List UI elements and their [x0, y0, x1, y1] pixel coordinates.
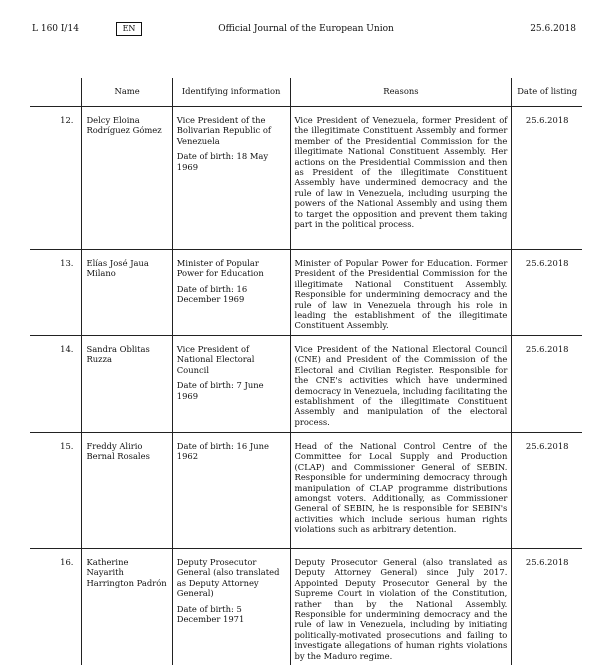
entry-identifying-information — [172, 549, 290, 666]
column-header-name: Name — [82, 78, 172, 107]
entry-identifying-information — [172, 250, 290, 336]
entry-date-of-listing: 25.6.2018 — [512, 336, 582, 433]
entry-date-of-listing: 25.6.2018 — [512, 549, 582, 666]
table-row — [30, 433, 582, 549]
table-row — [30, 250, 582, 336]
identifying-line: Deputy Prosecutor General (also translated as Deputy Attorney General) — [176, 557, 280, 599]
entry-reason: Vice President of Venezuela, former President of the illegitimate Constituent Assembly and former member of the Presidential Commission for the illegitimate National Constituent Assembly. Her actions on the Presidential Commission and then as President of the illegitimate Constituent Assembly have undermined democracy and the rule of law in Venezuela, including usurping the powers of the National Assembly and using them to target the opposition and prevent them taking part in the political process. — [290, 107, 512, 250]
entry-name: Freddy Alirio Bernal Rosales — [82, 433, 172, 549]
identifying-line: Date of birth: 7 June 1969 — [176, 380, 264, 401]
column-header-identifying-information: Identifying information — [172, 78, 290, 107]
entry-identifying-information — [172, 336, 290, 433]
journal-reference: L 160 I/14 — [32, 24, 79, 34]
identifying-line: Minister of Popular Power for Education — [176, 258, 264, 279]
entry-name: Katherine Nayarith Harrington Padrón — [82, 549, 172, 666]
entry-identifying-information — [172, 107, 290, 250]
table-row — [30, 336, 582, 433]
entry-name: Delcy Eloina Rodríguez Gómez — [82, 107, 172, 250]
entry-reason: Minister of Popular Power for Education. Former President of the Presidential Commission for the illegitimate National Constituent Assembly. Responsible for undermining democracy and the rule of law in Venezuela through his role in leading the establishment of the illegitimate Constituent Assembly. — [290, 250, 512, 336]
identifying-line: Date of birth: 16 June 1962 — [176, 441, 269, 462]
table-row — [30, 549, 582, 666]
entry-number: 15. — [30, 433, 82, 549]
page-header — [0, 0, 612, 40]
entry-reason: Vice President of the National Electoral Council (CNE) and President of the Commission of the Electoral and Civilian Register. Responsible for the CNE's activities which have undermined democracy in Venezuela, including facilitating the establishment of the illegitimate Constituent Assembly and manipulation of the electoral process. — [290, 336, 512, 433]
entry-name: Elías José Jaua Milano — [82, 250, 172, 336]
entry-number: 16. — [60, 557, 74, 567]
identifying-line: Date of birth: 16 December 1969 — [176, 283, 248, 305]
column-header-date-of-listing: Date of listing — [512, 78, 582, 107]
identifying-line: Date of birth: 5 December 1971 — [176, 603, 245, 625]
entry-number: 13. — [30, 250, 82, 336]
column-header-reasons: Reasons — [290, 78, 512, 107]
journal-date: 25.6.2018 — [530, 24, 576, 34]
entry-date-of-listing: 25.6.2018 — [512, 433, 582, 549]
sanctions-table — [30, 78, 582, 665]
journal-title: Official Journal of the European Union — [218, 24, 394, 34]
entry-date-of-listing: 25.6.2018 — [512, 250, 582, 336]
entry-number: 12. — [30, 107, 82, 250]
identifying-line: Vice President of National Electoral Council — [176, 344, 255, 375]
column-header-number — [30, 78, 82, 107]
entry-number: 14. — [30, 336, 82, 433]
identifying-line: Vice President of the Bolivarian Republic of Venezuela — [176, 115, 271, 146]
entry-identifying-information — [172, 433, 290, 549]
language-badge: EN — [116, 22, 142, 36]
entry-name: Sandra Oblitas Ruzza — [82, 336, 172, 433]
entry-reason: Head of the National Control Centre of the Committee for Local Supply and Production (CLAP) and Commissioner General of SEBIN. Responsible for undermining democracy through manipulation of CLAP programme distributions amongst voters. Additionally, as Commissioner General of SEBIN, he is responsible for SEBIN's activities which include serious human rights violations such as arbitrary detention. — [290, 433, 512, 549]
identifying-line: Date of birth: 18 May 1969 — [176, 151, 269, 172]
entry-date-of-listing: 25.6.2018 — [512, 107, 582, 250]
table-header-row — [30, 78, 582, 107]
table-row — [30, 107, 582, 250]
entry-reason: Deputy Prosecutor General (also translated as Deputy Attorney General) since July 2017. Appointed Deputy Prosecutor General by the Supreme Court in violation of the Constitution, rather than by the National Assembly. Responsible for undermining democracy and the rule of law in Venezuela, including by initiating politically-motivated prosecutions and failing to investigate allegations of human rights violations by the Maduro regime. — [290, 549, 512, 666]
